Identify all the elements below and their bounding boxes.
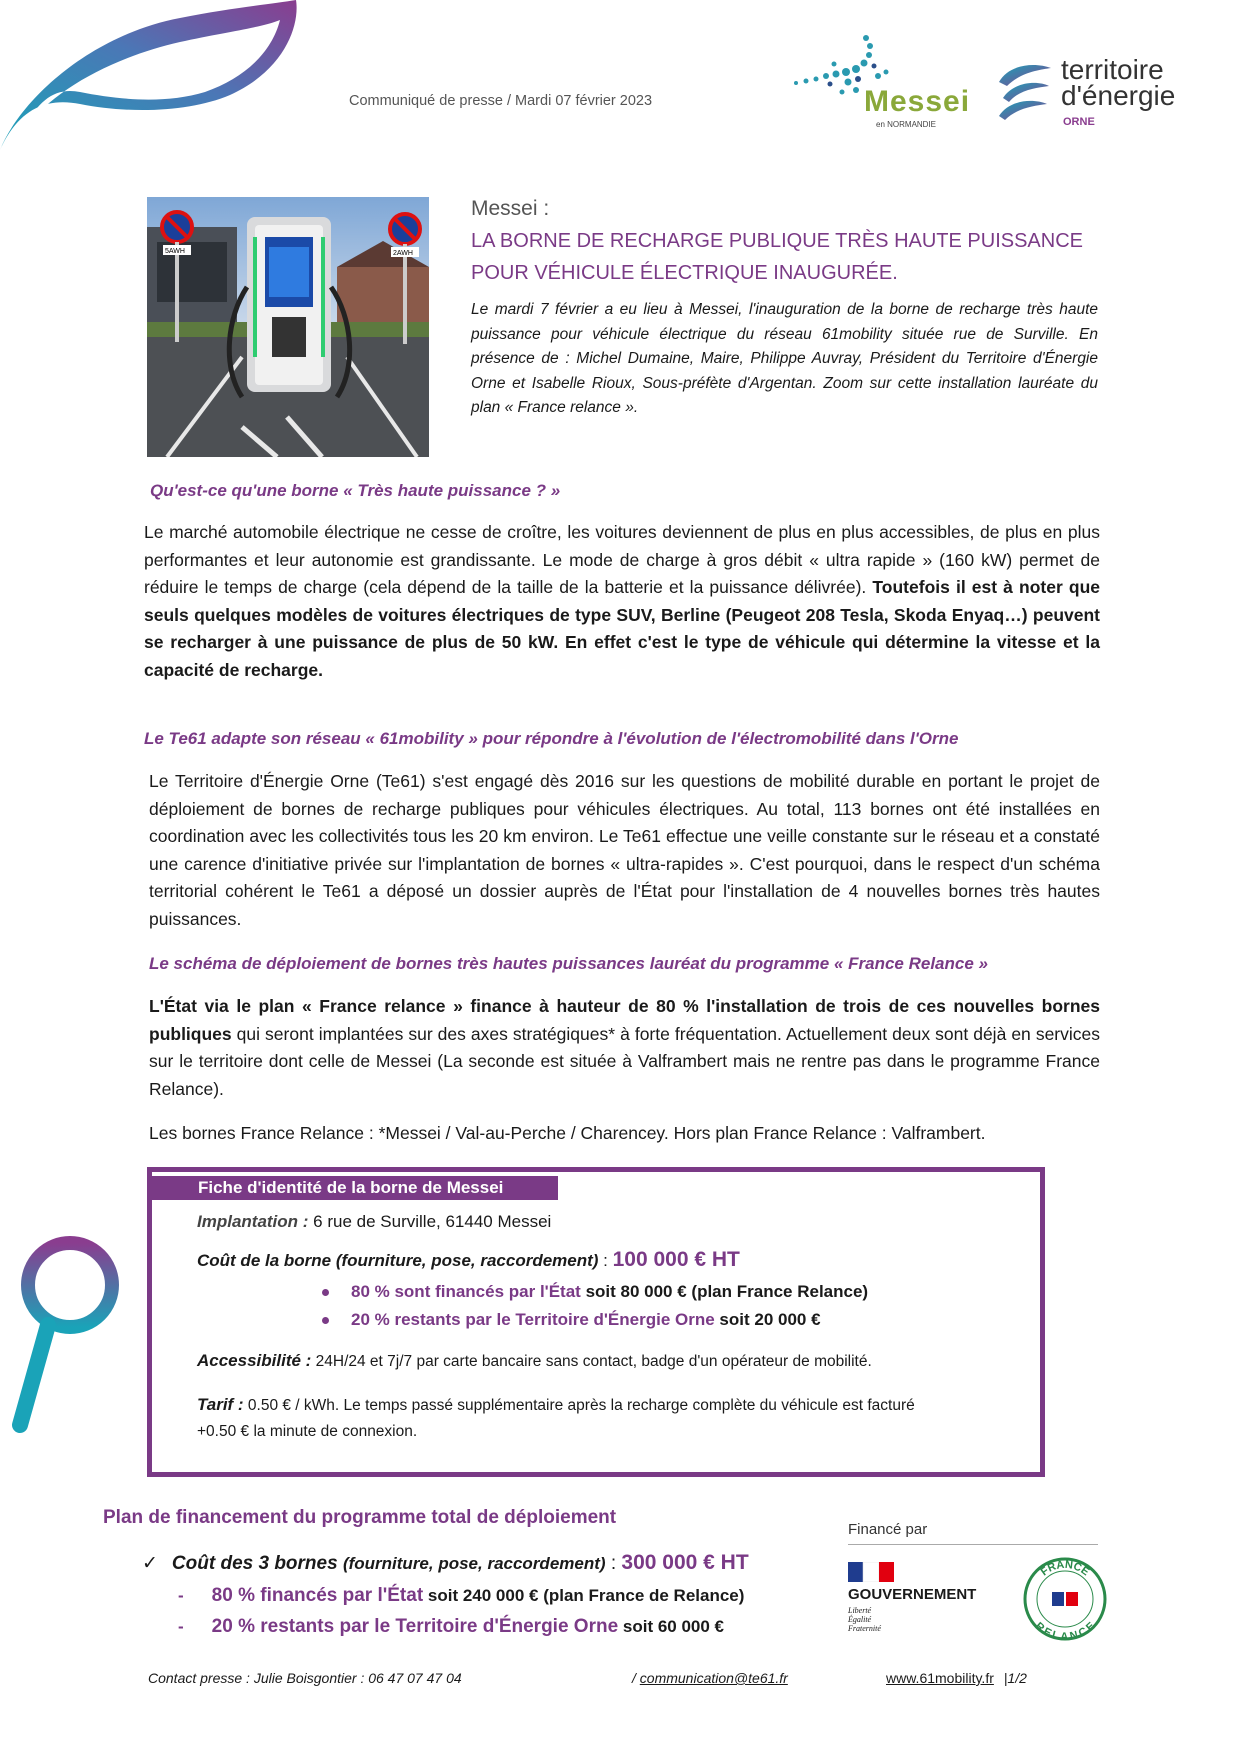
footer-page-number: |1/2 <box>1003 1670 1027 1686</box>
footer-site-wrap <box>886 1670 1027 1686</box>
fiche-tarif-value: 0.50 € / kWh. Le temps passé supplémentaire après la recharge complète du véhicule est facturé <box>243 1397 915 1414</box>
plan-item-2 <box>178 1616 724 1638</box>
plan-cout-sep: : <box>605 1553 622 1574</box>
funded-by-rule <box>848 1544 1098 1545</box>
sign-left-text: 5AWH <box>165 248 185 255</box>
fiche-bullet-1-rest: soit 80 000 € (plan France Relance) <box>580 1282 869 1301</box>
plan-item-1-rest: soit 240 000 € (plan France de Relance) <box>423 1586 745 1605</box>
plan-item-1-dash: - <box>178 1586 184 1605</box>
motto-2: Égalité <box>848 1615 872 1624</box>
messei-logo <box>786 32 976 132</box>
france-relance-seal <box>1020 1554 1110 1644</box>
sign-right-text: 2AWH <box>393 250 413 257</box>
fiche-title: Fiche d'identité de la borne de Messei <box>152 1176 558 1200</box>
section1-heading: Qu'est-ce qu'une borne « Très haute puissance ? » <box>150 481 561 500</box>
fiche-tarif <box>197 1392 915 1445</box>
fiche-tarif-value2: +0.50 € la minute de connexion. <box>197 1423 418 1440</box>
gouvernement-text: GOUVERNEMENT <box>848 1586 977 1603</box>
fiche-access <box>197 1351 872 1371</box>
footer-slash: / <box>632 1670 640 1686</box>
motto-1: Liberté <box>848 1606 872 1615</box>
fiche-bullet-2 <box>322 1310 821 1330</box>
section2-heading: Le Te61 adapte son réseau « 61mobility » pour répondre à l'évolution de l'électromobilité dans l'Orne <box>144 729 959 748</box>
section3-paragraph <box>149 993 1100 1103</box>
te61-logo-line2: d'énergie <box>1061 80 1176 111</box>
plan-item-2-dash: - <box>178 1617 184 1636</box>
section3-text: qui seront implantées sur des axes stratégiques* à forte fréquentation. Actuellement deux sont déjà en services sur le territoire dont celle de Messei (La seconde est située à Valframbert mais ne rentre pas dans le programme France Relance). <box>149 1023 1100 1099</box>
title-line2: POUR VÉHICULE ÉLECTRIQUE INAUGURÉE. <box>471 262 898 284</box>
press-date-line: Communiqué de presse / Mardi 07 février 2023 <box>349 93 653 109</box>
fiche-implantation <box>197 1212 551 1232</box>
plan-cout-label: Coût des 3 bornes <box>171 1553 343 1574</box>
footer-site-link[interactable]: www.61mobility.fr <box>886 1670 994 1686</box>
fiche-cout-label: Coût de la borne (fourniture, pose, raccordement) <box>197 1251 599 1270</box>
title-city: Messei : <box>471 197 550 220</box>
charging-station-photo <box>147 197 429 457</box>
section1-text: Le marché automobile électrique ne cesse de croître, les voitures deviennent de plus en plus accessibles, de plus en plus performantes et leur autonomie est grandissante. Le mode de charge à gros débit « ultra rapide » (160 kW) permet de réduire le temps de charge (cela dépend de la taille de la batterie et la puissance délivrée). <box>144 522 1100 597</box>
plan-heading: Plan de financement du programme total de déploiement <box>103 1507 617 1528</box>
plan-item-2-rest: soit 60 000 € <box>618 1617 724 1636</box>
fiche-identite-box <box>147 1167 1045 1477</box>
seal-bottom-text: RELANCE <box>1032 1620 1098 1644</box>
te61-logo-wave-icon <box>995 60 1055 122</box>
title-line1: LA BORNE DE RECHARGE PUBLIQUE TRÈS HAUTE PUISSANCE <box>471 230 1084 252</box>
check-icon: ✓ <box>142 1553 158 1574</box>
te61-logo <box>995 54 1205 134</box>
messei-logo-word: Messei <box>864 85 971 118</box>
fiche-implantation-value: 6 rue de Surville, 61440 Messei <box>308 1212 552 1231</box>
te61-logo-line1: territoire <box>1061 54 1164 85</box>
section2-paragraph: Le Territoire d'Énergie Orne (Te61) s'est engagé dès 2016 sur les questions de mobilité durable en portant le projet de déploiement de bornes de recharge publiques pour véhicules électriques. Au total, 113 bornes ont été installées en coordination avec les collectivités tous les 20 km environ. Le Te61 effectue une veille constante sur le réseau et a constaté une carence d'initiative privée sur l'implantation de bornes « ultra-rapides ». C'est pourquoi, dans le respect d'un schéma territorial cohérent le Te61 a déposé un dossier auprès de l'État pour l'installation de 4 nouvelles bornes très hautes puissances. <box>149 771 1100 929</box>
section1-bold: Toutefois il est à noter que seuls quelques modèles de voitures électriques de type SUV, Berline (Peugeot 208 Tesla, Skoda Enyaq…) peuvent se recharger à une puissance de plus de 50 kW. En effet c'est le type de véhicule qui détermine la vitesse et la capacité de recharge. <box>144 577 1100 680</box>
fiche-implantation-label: Implantation : <box>197 1212 309 1231</box>
magnifier-icon <box>10 1225 120 1435</box>
motto-3: Fraternité <box>848 1624 881 1633</box>
fiche-access-value: 24H/24 et 7j/7 par carte bancaire sans contact, badge d'un opérateur de mobilité. <box>311 1353 872 1370</box>
fiche-bullet-1 <box>322 1282 868 1302</box>
bullet-icon <box>322 1289 329 1296</box>
plan-cout-paren: (fourniture, pose, raccordement) <box>342 1554 606 1573</box>
plan-cout-value: 300 000 € HT <box>621 1551 749 1574</box>
decorative-swoosh <box>0 0 300 160</box>
footer-email-link[interactable]: communication@te61.fr <box>639 1670 788 1686</box>
marianne-flag-icon <box>848 1562 894 1582</box>
te61-logo-line3: ORNE <box>1063 116 1095 128</box>
fiche-bullet-1-purple: 80 % sont financés par l'État <box>351 1282 581 1301</box>
plan-item-1 <box>178 1585 744 1607</box>
seal-top-text: FRANCE <box>1038 1558 1092 1579</box>
fiche-cout-sep: : <box>598 1251 613 1270</box>
plan-item-1-purple: 80 % financés par l'État <box>211 1585 424 1606</box>
fiche-tarif-label: Tarif : <box>197 1395 244 1414</box>
plan-item-2-purple: 20 % restants par le Territoire d'Énergie Orne <box>211 1616 619 1637</box>
messei-logo-sub: en NORMANDIE <box>876 120 937 129</box>
fiche-cout-value: 100 000 € HT <box>612 1248 740 1271</box>
fiche-access-label: Accessibilité : <box>197 1351 312 1370</box>
funded-by-label: Financé par <box>848 1521 928 1538</box>
footer-contact: Contact presse : Julie Boisgontier : 06 47 07 47 04 <box>148 1670 462 1686</box>
bullet-icon <box>322 1317 329 1324</box>
section3-list: Les bornes France Relance : *Messei / Val-au-Perche / Charencey. Hors plan France Relance : Valframbert. <box>149 1123 986 1143</box>
gouvernement-logo <box>848 1562 1008 1642</box>
fiche-bullet-2-rest: soit 20 000 € <box>714 1310 821 1329</box>
fiche-bullet-2-purple: 20 % restants par le Territoire d'Énergie Orne <box>351 1310 715 1329</box>
plan-cout <box>142 1551 749 1575</box>
section3-bold: L'État via le plan « France relance » finance à hauteur de 80 % l'installation de trois de ces nouvelles bornes publiques <box>149 996 1100 1044</box>
intro-paragraph: Le mardi 7 février a eu lieu à Messei, l'inauguration de la borne de recharge très haute puissance pour véhicule électrique du réseau 61mobility située rue de Surville. En présence de : Michel Dumaine, Maire, Philippe Auvray, Président du Territoire d'Énergie Orne et Isabelle Rioux, Sous-préfète d'Argentan. Zoom sur cette installation lauréate du plan « France relance ». <box>471 301 1098 416</box>
section1-paragraph <box>144 519 1100 684</box>
fiche-cout <box>197 1248 740 1272</box>
footer-email-wrap <box>632 1670 788 1686</box>
section3-heading: Le schéma de déploiement de bornes très hautes puissances lauréat du programme « France Relance » <box>149 954 988 973</box>
